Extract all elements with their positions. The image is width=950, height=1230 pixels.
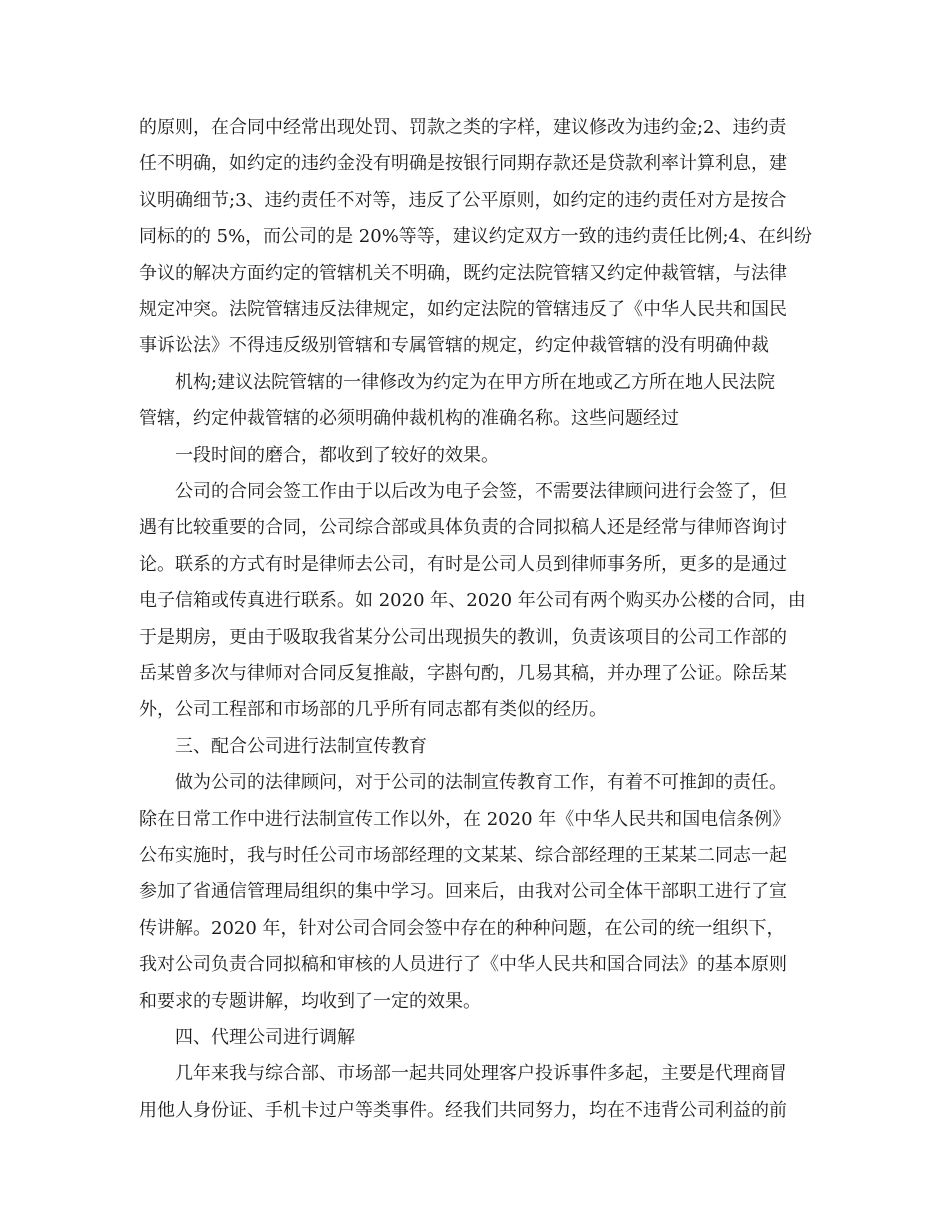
text-line: 规定冲突。法院管辖违反法律规定，如约定法院的管辖违反了《中华人民共和国民	[139, 299, 787, 320]
text-line: 争议的解决方面约定的管辖机关不明确，既约定法院管辖又约定仲裁管辖，与法律	[139, 263, 787, 284]
text-line: 和要求的专题讲解，均收到了一定的效果。	[139, 991, 481, 1012]
text-line: 除在日常工作中进行法制宣传工作以外，在 2020 年《中华人民共和国电信条例》	[139, 809, 791, 830]
text-line: 遇有比较重要的合同，公司综合部或具体负责的合同拟稿人还是经常与律师咨询讨	[139, 517, 787, 538]
text-line: 电子信箱或传真进行联系。如 2020 年、2020 年公司有两个购买办公楼的合同，由	[139, 590, 806, 611]
text-line: 事诉讼法》不得违反级别管辖和专属管辖的规定，约定仲裁管辖的没有明确仲裁	[139, 335, 769, 356]
text-line: 机构;建议法院管辖的一律修改为约定为在甲方所在地或乙方所在地人民法院	[175, 372, 776, 393]
text-line: 于是期房，更由于吸取我省某分公司出现损失的教训，负责该项目的公司工作部的	[139, 627, 787, 648]
section-heading: 四、代理公司进行调解	[175, 1027, 355, 1048]
text-line: 论。联系的方式有时是律师去公司，有时是公司人员到律师事务所，更多的是通过	[139, 554, 787, 575]
section-heading: 三、配合公司进行法制宣传教育	[175, 736, 427, 757]
text-line: 同标的的 5%，而公司的是 20%等等，建议约定双方一致的违约责任比例;4、在纠纷	[139, 226, 812, 247]
text-line: 几年来我与综合部、市场部一起共同处理客户投诉事件多起，主要是代理商冒	[175, 1063, 787, 1084]
text-line: 公司的合同会签工作由于以后改为电子会签，不需要法律顾问进行会签了，但	[175, 481, 787, 502]
text-line: 用他人身份证、手机卡过户等类事件。经我们共同努力，均在不违背公司利益的前	[139, 1100, 787, 1121]
text-line: 外，公司工程部和市场部的几乎所有同志都有类似的经历。	[139, 699, 607, 720]
text-line: 议明确细节;3、违约责任不对等，违反了公平原则，如约定的违约责任对方是按合	[139, 190, 787, 211]
text-line: 做为公司的法律顾问，对于公司的法制宣传教育工作，有着不可推卸的责任。	[175, 772, 787, 793]
text-line: 岳某曾多次与律师对合同反复推敲，字斟句酌，几易其稿，并办理了公证。除岳某	[139, 663, 787, 684]
text-line: 传讲解。2020 年，针对公司合同会签中存在的种种问题，在公司的统一组织下，	[139, 918, 785, 939]
text-line: 参加了省通信管理局组织的集中学习。回来后，由我对公司全体干部职工进行了宣	[139, 881, 787, 902]
text-line: 我对公司负责合同拟稿和审核的人员进行了《中华人民共和国合同法》的基本原则	[139, 954, 787, 975]
text-line: 公布实施时，我与时任公司市场部经理的文某某、综合部经理的王某某二同志一起	[139, 845, 787, 866]
text-line: 的原则，在合同中经常出现处罚、罚款之类的字样，建议修改为违约金;2、违约责	[139, 117, 787, 138]
text-line: 管辖，约定仲裁管辖的必须明确仲裁机构的准确名称。这些问题经过	[139, 408, 679, 429]
text-line: 一段时间的磨合，都收到了较好的效果。	[175, 445, 499, 466]
text-line: 任不明确，如约定的违约金没有明确是按银行同期存款还是贷款利率计算利息，建	[139, 153, 787, 174]
